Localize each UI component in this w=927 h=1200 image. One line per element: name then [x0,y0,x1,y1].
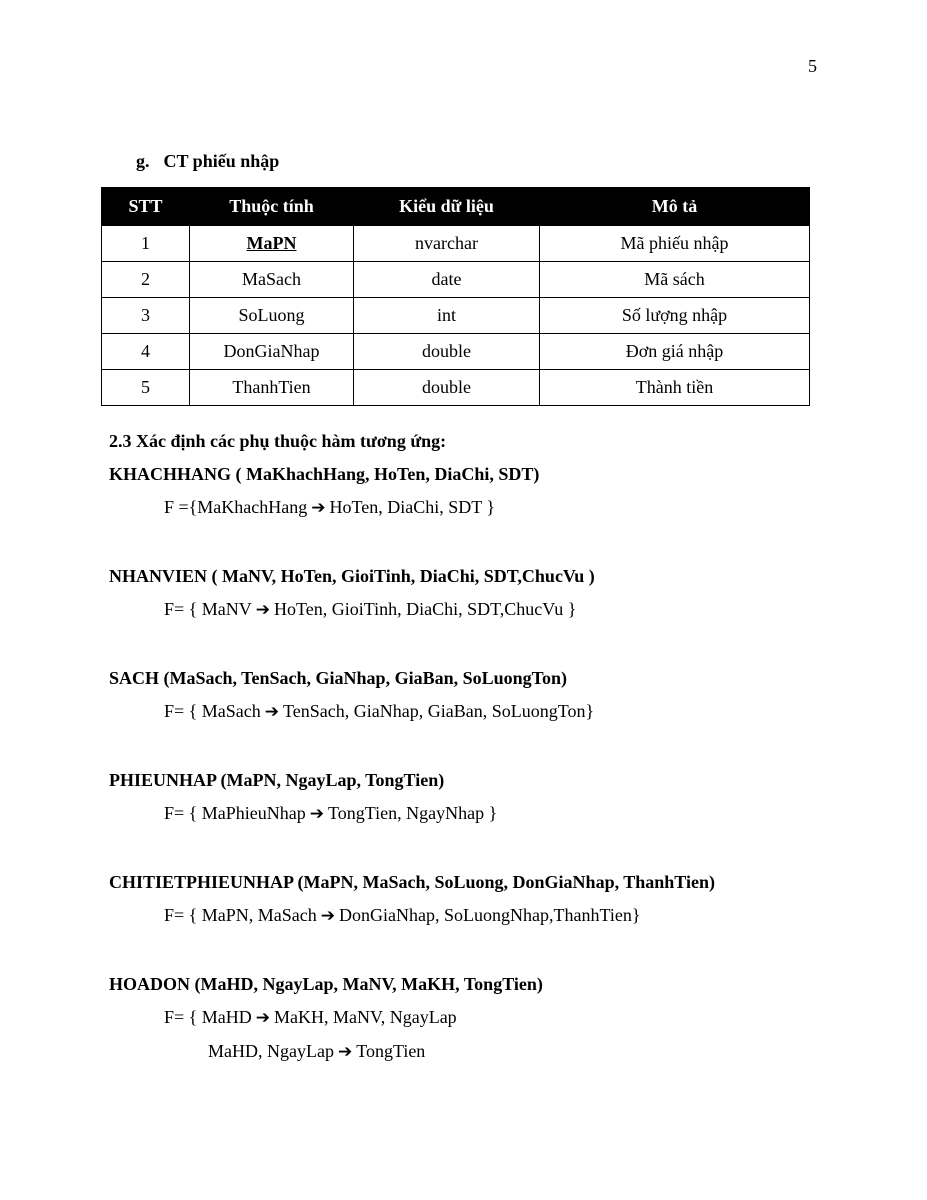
cell-data-type: nvarchar [354,226,540,262]
relation-schema-hoadon: HOADON (MaHD, NgayLap, MaNV, MaKH, TongTien) [109,974,543,994]
table-row [102,334,810,370]
subsection-title: 2.3 Xác định các phụ thuộc hàm tương ứng: [109,431,447,451]
arrow-icon: ➔ [337,1042,353,1062]
cell-data-type: double [354,370,540,406]
cell-stt: 2 [102,262,190,298]
arrow-icon: ➔ [255,600,271,620]
cell-description: Thành tiền [540,370,810,406]
dependency-rhs: TongTien [356,1041,426,1061]
attribute-table [101,187,810,406]
cell-description: Đơn giá nhập [540,334,810,370]
dependency-sach [164,700,594,723]
cell-stt: 4 [102,334,190,370]
dependency-phieunhap [164,802,497,825]
cell-data-type: date [354,262,540,298]
cell-attribute [190,226,354,262]
cell-attribute: DonGiaNhap [190,334,354,370]
primary-key-attribute: MaPN [246,233,297,253]
dependency-hoadon-1 [164,1006,457,1029]
cell-data-type: int [354,298,540,334]
cell-attribute: ThanhTien [190,370,354,406]
cell-description: Mã sách [540,262,810,298]
dependency-rhs: TongTien, NgayNhap } [328,803,498,823]
arrow-icon: ➔ [311,498,326,518]
relation-schema-sach: SACH (MaSach, TenSach, GiaNhap, GiaBan, SoLuongTon) [109,668,567,688]
dependency-rhs: HoTen, GioiTinh, DiaChi, SDT,ChucVu } [274,599,577,619]
dependency-lhs: F= { MaPN, MaSach [164,905,317,925]
dependency-lhs: F ={MaKhachHang [164,497,308,517]
cell-data-type: double [354,334,540,370]
dependency-lhs: F= { MaHD [164,1007,252,1027]
table-row [102,370,810,406]
cell-attribute: MaSach [190,262,354,298]
dependency-lhs: MaHD, NgayLap [208,1041,334,1061]
dependency-lhs: F= { MaNV [164,599,252,619]
table-header-row [102,188,810,226]
dependency-nhanvien [164,598,576,621]
cell-stt: 5 [102,370,190,406]
table-row [102,226,810,262]
cell-stt: 3 [102,298,190,334]
section-title: CT phiếu nhập [163,151,280,171]
arrow-icon: ➔ [309,804,325,824]
dependency-rhs: DonGiaNhap, SoLuongNhap,ThanhTien} [339,905,641,925]
page-number: 5 [808,56,817,76]
table-row [102,262,810,298]
dependency-chitietphieunhap [164,904,641,927]
dependency-lhs: F= { MaSach [164,701,261,721]
header-attribute: Thuộc tính [190,188,354,226]
arrow-icon: ➔ [255,1008,271,1028]
cell-description: Số lượng nhập [540,298,810,334]
dependency-rhs: TenSach, GiaNhap, GiaBan, SoLuongTon} [283,701,595,721]
dependency-rhs: HoTen, DiaChi, SDT } [329,497,496,517]
arrow-icon: ➔ [320,906,336,926]
dependency-khachhang [164,496,495,519]
cell-attribute: SoLuong [190,298,354,334]
relation-schema-chitietphieunhap: CHITIETPHIEUNHAP (MaPN, MaSach, SoLuong, DonGiaNhap, ThanhTien) [109,872,715,892]
cell-stt: 1 [102,226,190,262]
section-marker: g. [136,151,150,171]
relation-schema-nhanvien: NHANVIEN ( MaNV, HoTen, GioiTinh, DiaChi, SDT,ChucVu ) [109,566,595,586]
section-heading [136,151,279,172]
header-description: Mô tả [540,188,810,226]
table-row [102,298,810,334]
header-data-type: Kiểu dữ liệu [354,188,540,226]
arrow-icon: ➔ [264,702,280,722]
cell-description: Mã phiếu nhập [540,226,810,262]
dependency-rhs: MaKH, MaNV, NgayLap [274,1007,457,1027]
relation-schema-khachhang: KHACHHANG ( MaKhachHang, HoTen, DiaChi, SDT) [109,464,540,484]
relation-schema-phieunhap: PHIEUNHAP (MaPN, NgayLap, TongTien) [109,770,445,790]
header-stt: STT [102,188,190,226]
dependency-lhs: F= { MaPhieuNhap [164,803,306,823]
dependency-hoadon-2 [208,1040,425,1063]
